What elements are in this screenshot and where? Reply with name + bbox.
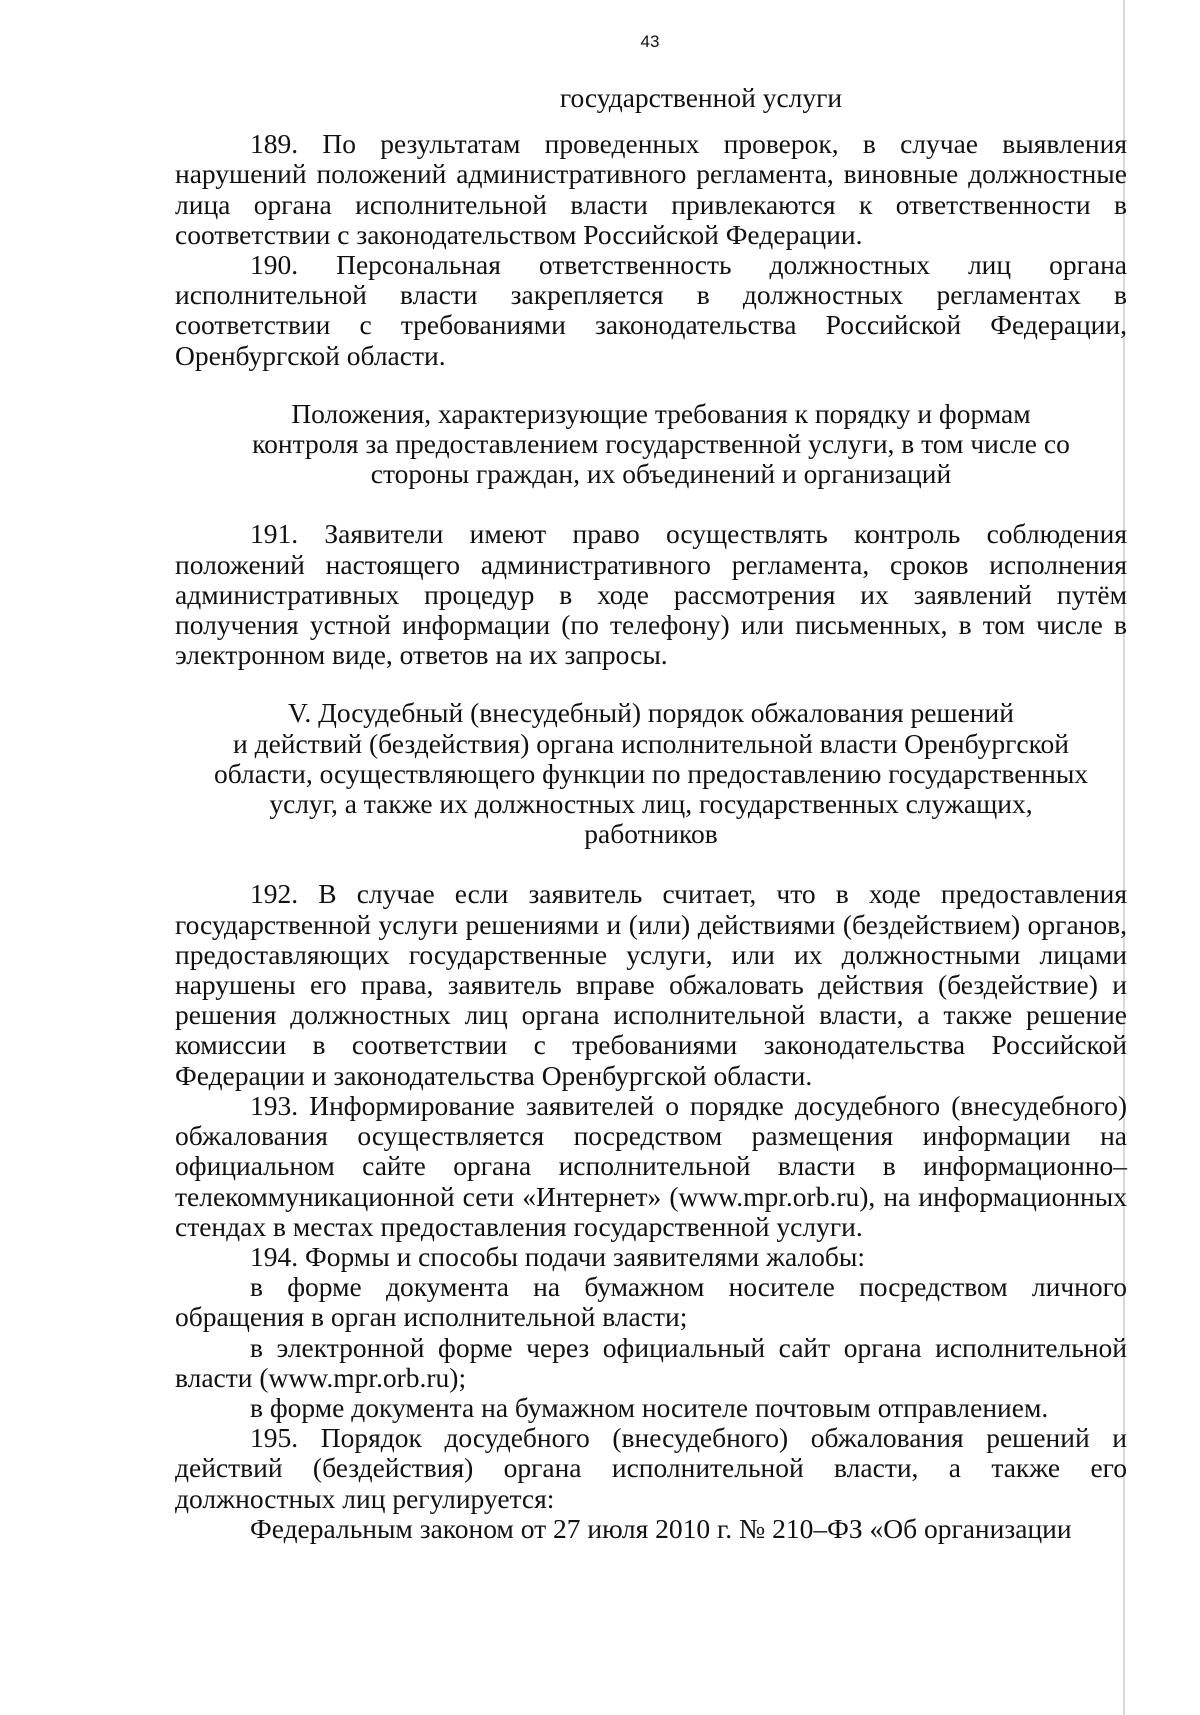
paragraph-194: 194. Формы и способы подачи заявителями жалобы:: [250, 1240, 866, 1272]
paragraph-195: 195. Порядок досудебного (внесудебного) обжалования решений и действий (бездействия) органа исполнительной власти, а также его должностных лиц регулируется:: [175, 1422, 1127, 1514]
page-content: [175, 83, 1127, 1544]
continued-heading: государственной услуги: [559, 82, 843, 113]
section-heading-appeal: V. Досудебный (внесудебный) порядок обжалования решений и действий (бездействия) органа исполнительной власти Оренбургской области, осуществляющего функции по предоставлению государственных услуг, а также их должностных лиц, государственных служащих, работников: [213, 697, 1089, 850]
paragraph-federal-law: Федеральным законом от 27 июля 2010 г. № 210–ФЗ «Об организации: [250, 1512, 1072, 1544]
paragraph-189: 189. По результатам проведенных проверок, в случае выявления нарушений положений административного регламента, виновные должностные лица органа исполнительной власти привлекаются к ответственности в соответствии с законодательством Российской Федерации.: [175, 128, 1127, 250]
paragraph-190: 190. Персональная ответственность должностных лиц органа исполнительной власти закрепляется в должностных регламентах в соответствии с требованиями законодательства Российской Федерации, Оренбургской области.: [175, 249, 1127, 371]
paragraph-191: 191. Заявители имеют право осуществлять контроль соблюдения положений настоящего административного регламента, сроков исполнения административных процедур в ходе рассмотрения их заявлений путём получения устной информации (по телефону) или письменных, в том числе в электронном виде, ответов на их запросы.: [175, 518, 1127, 671]
paragraph-192: 192. В случае если заявитель считает, что в ходе предоставления государственной услуги решениями и (или) действиями (бездействием) органов, предоставляющих государственные услуги, или их должностными лицами нарушены его права, заявитель вправе обжаловать действия (бездействие) и решения должностных лиц органа исполнительной власти, а также решение комиссии в соответствии с требованиями законодательства Российской Федерации и законодательства Оренбургской области.: [175, 878, 1127, 1091]
section-heading-control: Положения, характеризующие требования к порядку и формам контроля за предоставлением государственной услуги, в том числе со стороны граждан, их объединений и организаций: [252, 397, 1070, 490]
paragraph-193: 193. Информирование заявителей о порядке досудебного (внесудебного) обжалования осуществляется посредством размещения информации на официальном сайте органа исполнительной власти в информационно–телекоммуникационной сети «Интернет» (www.mpr.orb.ru), на информационных стендах в местах предоставления государственной услуги.: [175, 1089, 1127, 1242]
list-item-paper-personal: в форме документа на бумажном носителе посредством личного обращения в орган исполнительной власти;: [175, 1271, 1127, 1333]
list-item-postal: в форме документа на бумажном носителе почтовым отправлением.: [250, 1391, 1049, 1423]
page-number: 43: [640, 32, 660, 51]
list-item-electronic: в электронной форме через официальный сайт органа исполнительной власти (www.mpr.orb.ru);: [175, 1331, 1127, 1393]
